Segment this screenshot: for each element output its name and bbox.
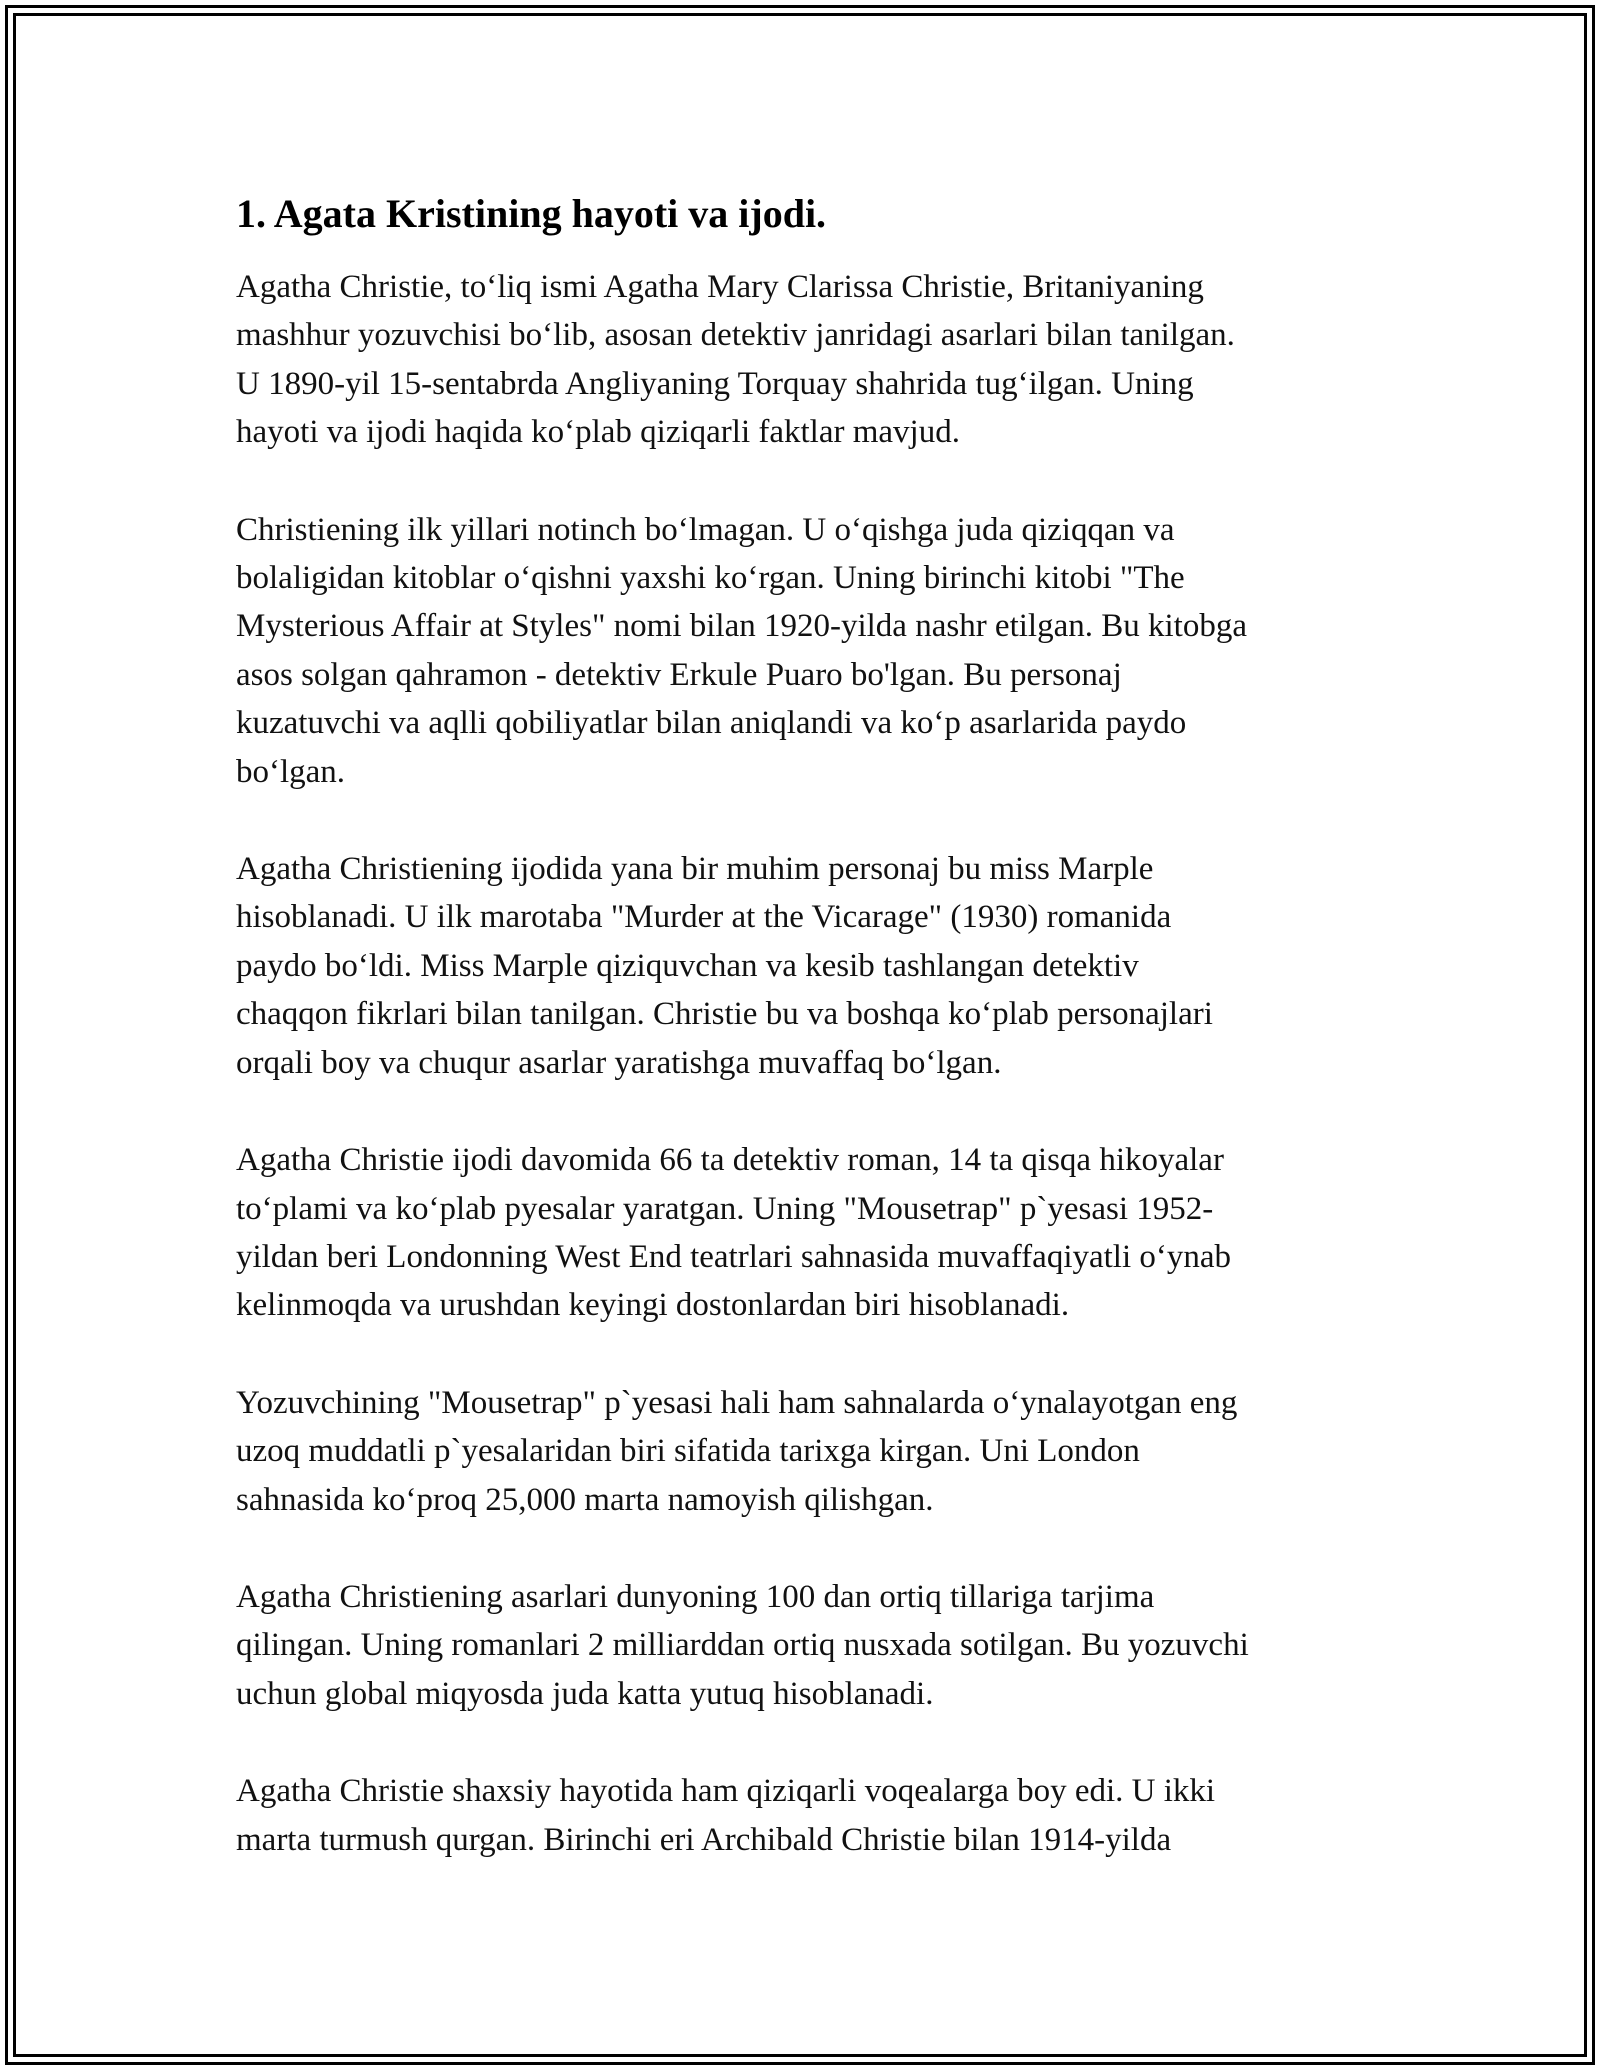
paragraph-7 <box>236 1767 1376 1864</box>
text-line: marta turmush qurgan. Birinchi eri Archibald Christie bilan 1914-yilda <box>236 1821 1172 1858</box>
paragraph-1 <box>236 263 1376 457</box>
text-line: Christiening ilk yillari notinch bo‘lmagan. U o‘qishga juda qiziqqan va <box>236 511 1175 548</box>
text-line: mashhur yozuvchisi bo‘lib, asosan detektiv janridagi asarlari bilan tanilgan. <box>236 317 1235 354</box>
text-line: bo‘lgan. <box>236 753 346 790</box>
text-line: yildan beri Londonning West End teatrlari sahnasida muvaffaqiyatli o‘ynab <box>236 1238 1232 1275</box>
paragraph-6 <box>236 1573 1376 1718</box>
text-line: kelinmoqda va urushdan keyingi dostonlardan biri hisoblanadi. <box>236 1287 1070 1324</box>
text-line: uzoq muddatli p`yesalaridan biri sifatida tarixga kirgan. Uni London <box>236 1433 1140 1470</box>
section-heading: 1. Agata Kristining hayoti va ijodi. <box>236 191 827 236</box>
text-line: orqali boy va chuqur asarlar yaratishga muvaffaq bo‘lgan. <box>236 1044 1002 1081</box>
text-line: Agatha Christie, to‘liq ismi Agatha Mary Clarissa Christie, Britaniyaning <box>236 269 1204 305</box>
text-line: hayoti va ijodi haqida ko‘plab qiziqarli faktlar mavjud. <box>236 414 960 451</box>
paragraph-4 <box>236 1136 1376 1330</box>
document-body <box>236 186 1376 1913</box>
paragraph-2 <box>236 506 1376 796</box>
text-line: asos solgan qahramon - detektiv Erkule Puaro bo'lgan. Bu personaj <box>236 656 1122 693</box>
text-line: hisoblanadi. U ilk marotaba "Murder at the Vicarage" (1930) romanida <box>236 899 1172 936</box>
text-line: Agatha Christie ijodi davomida 66 ta detektiv roman, 14 ta qisqa hikoyalar <box>236 1142 1224 1179</box>
paragraph-5 <box>236 1379 1376 1524</box>
text-line: qilingan. Uning romanlari 2 milliarddan ortiq nusxada sotilgan. Bu yozuvchi <box>236 1627 1249 1664</box>
text-line: Mysterious Affair at Styles" nomi bilan 1920-yilda nashr etilgan. Bu kitobga <box>236 608 1247 645</box>
paragraph-3 <box>236 845 1376 1087</box>
text-line: U 1890-yil 15-sentabrda Angliyaning Torquay shahrida tug‘ilgan. Uning <box>236 365 1194 402</box>
text-line: Yozuvchining "Mousetrap" p`yesasi hali ham sahnalarda o‘ynalayotgan eng <box>236 1384 1238 1421</box>
text-line: Agatha Christiening ijodida yana bir muhim personaj bu miss Marple <box>236 851 1154 888</box>
text-line: sahnasida ko‘proq 25,000 marta namoyish qilishgan. <box>236 1481 934 1518</box>
text-line: to‘plami va ko‘plab pyesalar yaratgan. Uning "Mousetrap" p`yesasi 1952- <box>236 1190 1214 1227</box>
text-line: paydo bo‘ldi. Miss Marple qiziquvchan va kesib tashlangan detektiv <box>236 947 1139 984</box>
text-line: uchun global miqyosda juda katta yutuq hisoblanadi. <box>236 1675 934 1712</box>
text-line: bolaligidan kitoblar o‘qishni yaxshi ko‘rgan. Uning birinchi kitobi "The <box>236 560 1185 597</box>
text-line: kuzatuvchi va aqlli qobiliyatlar bilan aniqlandi va ko‘p asarlarida paydo <box>236 705 1187 742</box>
text-line: Agatha Christiening asarlari dunyoning 100 dan ortiq tillariga tarjima <box>236 1578 1155 1615</box>
text-line: chaqqon fikrlari bilan tanilgan. Christie bu va boshqa ko‘plab personajlari <box>236 996 1213 1033</box>
text-line: Agatha Christie shaxsiy hayotida ham qiziqarli voqealarga boy edi. U ikki <box>236 1773 1216 1810</box>
